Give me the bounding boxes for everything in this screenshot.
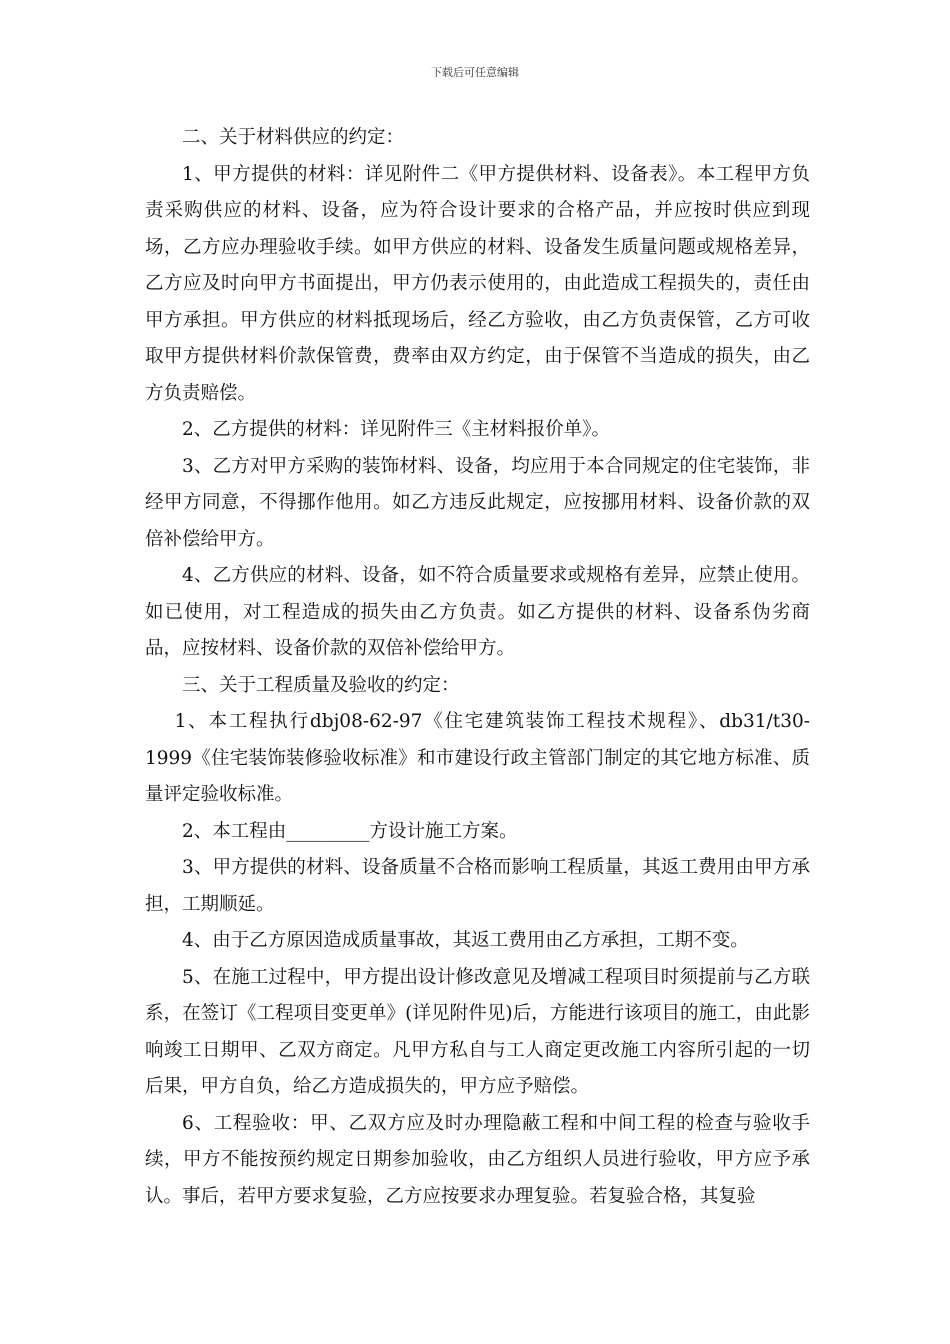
clause-paragraph: 1、甲方提供的材料：详见附件二《甲方提供材料、设备表》。本工程甲方负责采购供应的材料、设备，应为符合设计要求的合格产品，并应按时供应到现场，乙方应办理验收手续。如甲方供应的材料、设备发生质量问题或规格差异，乙方应及时向甲方书面提出，甲方仍表示使用的，由此造成工程损失的，责任由甲方承担。甲方供应的材料抵现场后，经乙方验收，由乙方负责保管，乙方可收取甲方提供材料价款保管费，费率由双方约定，由于保管不当造成的损失，由乙方负责赔偿。 xyxy=(145,163,810,404)
section-heading-quality: 三、关于工程质量及验收的约定： xyxy=(182,674,460,696)
section-heading-materials: 二、关于材料供应的约定： xyxy=(182,127,405,148)
document-body xyxy=(145,120,810,1215)
clause-paragraph: 3、甲方提供的材料、设备质量不合格而影响工程质量，其返工费用由甲方承担，工期顺延。 xyxy=(145,857,810,915)
clause-paragraph: 3、乙方对甲方采购的装饰材料、设备，均应用于本合同规定的住宅装饰，非经甲方同意，不得挪作他用。如乙方违反此规定，应按挪用材料、设备价款的双倍补偿给甲方。 xyxy=(145,455,810,550)
clause-paragraph: 4、由于乙方原因造成质量事故，其返工费用由乙方承担，工期不变。 xyxy=(182,930,749,951)
clause-paragraph: 2、本工程由_________方设计施工方案。 xyxy=(182,820,518,842)
page-header: 下载后可任意编辑 xyxy=(431,66,519,79)
clause-paragraph: 4、乙方供应的材料、设备，如不符合质量要求或规格有差异，应禁止使用。如已使用，对工程造成的损失由乙方负责。如乙方提供的材料、设备系伪劣商品，应按材料、设备价款的双倍补偿给甲方。 xyxy=(145,565,810,659)
clause-paragraph: 1、本工程执行dbj08-62-97《住宅建筑装饰工程技术规程》、db31/t30-1999《住宅装饰装修验收标准》和市建设行政主管部门制定的其它地方标准、质量评定验收标准。 xyxy=(145,711,810,805)
clause-paragraph: 2、乙方提供的材料：详见附件三《主材料报价单》。 xyxy=(182,419,611,440)
clause-paragraph: 6、工程验收：甲、乙双方应及时办理隐蔽工程和中间工程的检查与验收手续，甲方不能按预约规定日期参加验收，由乙方组织人员进行验收，甲方应予承认。事后，若甲方要求复验，乙方应按要求办理复验。若复验合格，其复验 xyxy=(145,1112,810,1207)
clause-paragraph: 5、在施工过程中，甲方提出设计修改意见及增减工程项目时须提前与乙方联系，在签订《工程项目变更单》(详见附件见)后，方能进行该项目的施工，由此影响竣工日期甲、乙双方商定。凡甲方私自与工人商定更改施工内容所引起的一切后果，甲方自负，给乙方造成损失的，甲方应予赔偿。 xyxy=(145,966,810,1097)
